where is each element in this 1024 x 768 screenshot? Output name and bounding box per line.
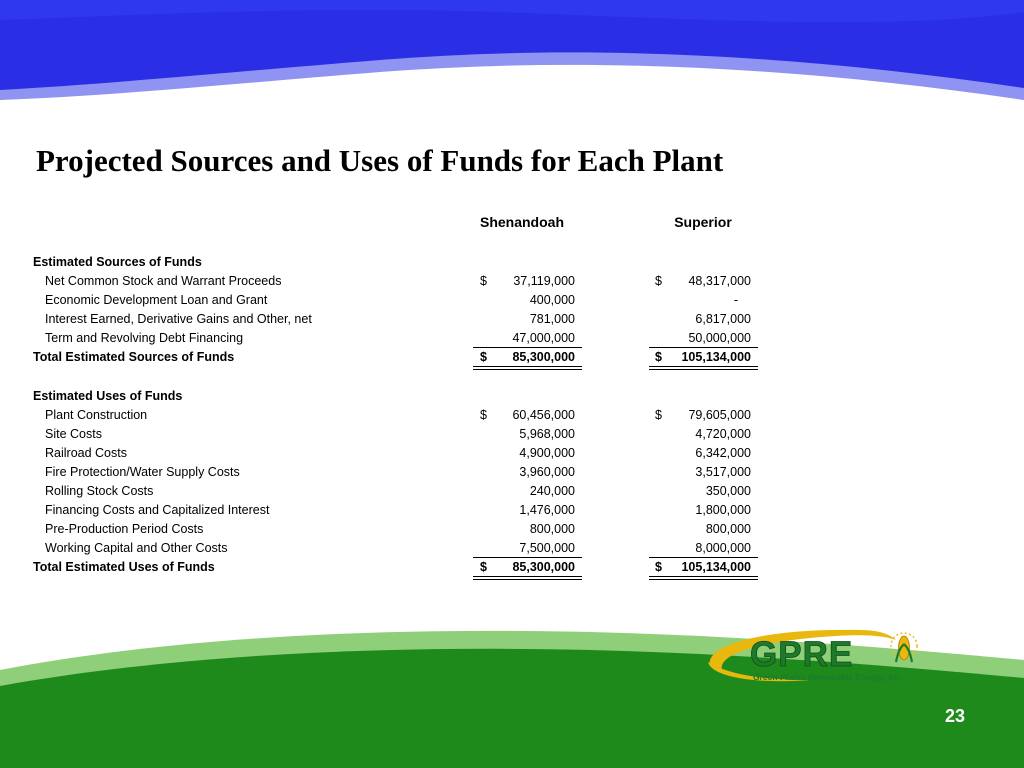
row-label: Economic Development Loan and Grant (45, 293, 268, 307)
currency-symbol: $ (480, 274, 487, 288)
shenandoah-value: 37,119,000 (513, 274, 575, 288)
table-row (0, 425, 1024, 444)
superior-value: 350,000 (705, 484, 751, 498)
table-row (0, 444, 1024, 463)
superior-value: 4,720,000 (695, 427, 751, 441)
total-row-sources (0, 348, 1024, 367)
superior-value: 1,800,000 (695, 503, 751, 517)
table-row (0, 406, 1024, 425)
superior-value: 6,342,000 (695, 446, 751, 460)
shenandoah-value: 7,500,000 (519, 541, 575, 555)
table-row (0, 463, 1024, 482)
gpre-logo (700, 622, 930, 688)
table-row (0, 291, 1024, 310)
superior-total: 105,134,000 (681, 560, 751, 574)
section-heading-label: Estimated Uses of Funds (33, 389, 183, 403)
shenandoah-value: 3,960,000 (519, 465, 575, 479)
superior-value: - (733, 293, 738, 307)
currency-symbol: $ (655, 408, 662, 422)
page-number: 23 (944, 706, 965, 726)
table-row (0, 501, 1024, 520)
slide-title: Projected Sources and Uses of Funds for Each Plant (36, 143, 724, 178)
table-row (0, 272, 1024, 291)
table-row (0, 310, 1024, 329)
superior-value: 79,605,000 (688, 408, 751, 422)
superior-total: 105,134,000 (681, 350, 751, 364)
row-label: Net Common Stock and Warrant Proceeds (45, 274, 282, 288)
corn-sun-icon (891, 633, 917, 662)
total-label: Total Estimated Uses of Funds (33, 560, 215, 574)
total-row-uses (0, 558, 1024, 577)
row-label: Financing Costs and Capitalized Interest (45, 503, 270, 517)
row-label: Term and Revolving Debt Financing (45, 331, 244, 345)
logo-wordmark: GPRE (750, 635, 854, 674)
row-label: Railroad Costs (45, 446, 127, 460)
table-row (0, 520, 1024, 539)
superior-value: 6,817,000 (695, 312, 751, 326)
shenandoah-value: 781,000 (529, 312, 575, 326)
total-double-rule (473, 366, 582, 370)
total-double-rule (649, 576, 758, 580)
logo-tagline: Green Plains Renewable Energy, Inc. (753, 672, 904, 682)
table-row (0, 539, 1024, 558)
shenandoah-value: 400,000 (529, 293, 575, 307)
row-label: Interest Earned, Derivative Gains and Other, net (45, 312, 312, 326)
row-label: Fire Protection/Water Supply Costs (45, 465, 240, 479)
row-label: Plant Construction (45, 408, 148, 422)
section-heading-label: Estimated Sources of Funds (33, 255, 202, 269)
currency-symbol: $ (480, 560, 487, 574)
currency-symbol: $ (655, 350, 662, 364)
section-heading-uses (0, 387, 1024, 406)
shenandoah-value: 47,000,000 (512, 331, 575, 345)
column-header-superior: Superior (674, 214, 732, 230)
total-label: Total Estimated Sources of Funds (33, 350, 235, 364)
row-label: Site Costs (45, 427, 102, 441)
table-row (0, 329, 1024, 348)
section-heading-sources (0, 253, 1024, 272)
column-header-shenandoah: Shenandoah (479, 214, 564, 230)
table-row (0, 482, 1024, 501)
superior-value: 3,517,000 (695, 465, 751, 479)
shenandoah-value: 5,968,000 (519, 427, 575, 441)
row-label: Working Capital and Other Costs (45, 541, 228, 555)
total-double-rule (473, 576, 582, 580)
shenandoah-value: 800,000 (529, 522, 575, 536)
currency-symbol: $ (480, 350, 487, 364)
row-label: Rolling Stock Costs (45, 484, 154, 498)
row-label: Pre-Production Period Costs (45, 522, 204, 536)
shenandoah-value: 1,476,000 (519, 503, 575, 517)
currency-symbol: $ (480, 408, 487, 422)
currency-symbol: $ (655, 274, 662, 288)
shenandoah-value: 60,456,000 (512, 408, 575, 422)
currency-symbol: $ (655, 560, 662, 574)
superior-value: 800,000 (705, 522, 751, 536)
shenandoah-total: 85,300,000 (512, 560, 575, 574)
shenandoah-total: 85,300,000 (512, 350, 575, 364)
superior-value: 8,000,000 (695, 541, 751, 555)
shenandoah-value: 240,000 (529, 484, 575, 498)
top-wave-band (0, 0, 1024, 135)
total-double-rule (649, 366, 758, 370)
superior-value: 50,000,000 (688, 331, 751, 345)
superior-value: 48,317,000 (688, 274, 751, 288)
shenandoah-value: 4,900,000 (519, 446, 575, 460)
